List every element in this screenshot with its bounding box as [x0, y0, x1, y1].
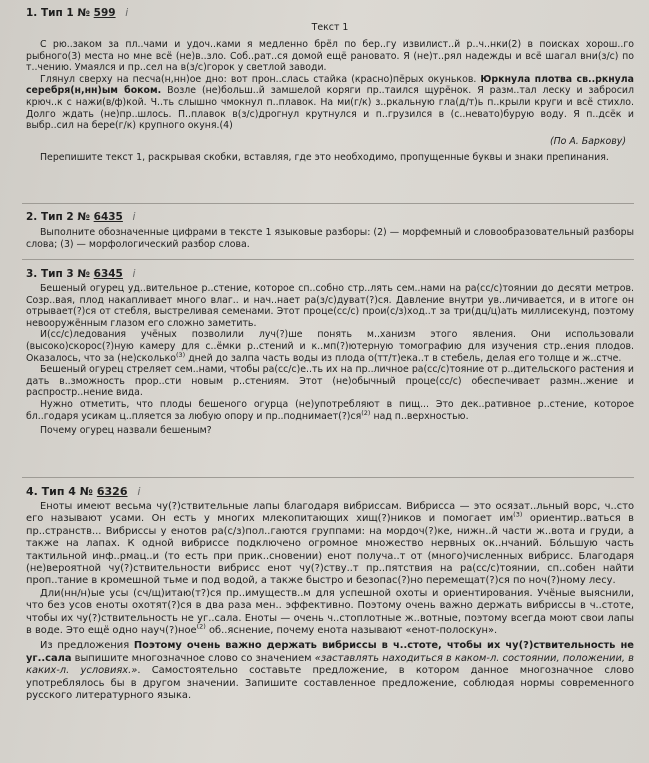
text-fragment: Еноты имеют весьма чу(?)ствительные лапы благодаря вибриссам. Вибрисса — это осязат..льный ворс, ч..сто его называют усами. Он есть у многих млекопитающих хищ(?)ников и помогает им: [26, 501, 634, 525]
task-number-label: 2. Тип 2 №: [26, 211, 90, 223]
text-fragment: Бешеный огурец уд..вительное р..стение, которое сп..собно стр..лять сем..нами на ра(сс/с)тоянии до десяти метров. Созр..вая, плод накапливает много влаг.. и нач..нает ра(з/с)дуват(?)ся. Давление внутри ув..личивается, и в итоге он отрывает(?)ся от стебля, выстреливая семенами. Этот проце(сс/с) прои(с/з)ход..т за три(дц/ц)ать миллисекунд, поэтому невооружённым глазом его сложно заметить.: [26, 283, 634, 329]
text-paragraph: [26, 74, 634, 132]
text-fragment: . Самостоятельно составьте предложение, в котором данное многозначное слово употреблялось бы в другом значении. Запишите составленное предложение, соблюдая нормы современного русского литературного языка.: [26, 665, 634, 702]
divider: [22, 477, 634, 478]
footnote-marker: (2): [196, 622, 206, 631]
text-fragment: над п..верхностью.: [370, 410, 469, 422]
text-paragraph: [26, 329, 634, 364]
text-paragraph: [26, 588, 634, 638]
task-id-link[interactable]: 6326: [96, 485, 128, 498]
text-paragraph: [26, 399, 634, 422]
text-fragment: об..яснение, почему енота называют «енот-полоскун».: [205, 625, 498, 637]
text-paragraph: [26, 501, 634, 588]
task-header: [26, 485, 634, 499]
task-id-link[interactable]: 6345: [93, 268, 123, 280]
task-1: [26, 6, 634, 163]
info-icon[interactable]: i: [132, 211, 136, 223]
text-paragraph: [26, 364, 634, 399]
task-text: [26, 39, 634, 132]
task-number-label: 4. Тип 4 №: [26, 485, 94, 498]
task-header: [26, 6, 634, 20]
divider: [22, 203, 634, 204]
info-icon[interactable]: i: [125, 7, 129, 19]
text-title: Текст 1: [311, 22, 349, 33]
task-number-label: 1. Тип 1 №: [26, 7, 90, 19]
footnote-marker: (2): [361, 408, 371, 417]
text-fragment: Нужно отметить, что плоды бешеного огурца (не)употребляют в пищ... Это дек..ративное р..стение, которое бл..годаря усикам ц..пляется за любую опору и пр..поднимает(?)ся: [26, 398, 634, 422]
info-icon[interactable]: i: [132, 268, 136, 280]
task-id-link[interactable]: 6435: [93, 211, 123, 223]
text-fragment: Бешеный огурец стреляет сем..нами, чтобы ра(сс/с)е..ть их на пр..личное ра(сс/с)тояние от р..дительского растения и дать в..зможность прор..сти новым р..стениям. Этот (не)обычный проце(сс/с) обеспечивает размн..жение и распростр..нение вида.: [26, 364, 634, 399]
task-header: [26, 267, 634, 281]
task-header: [26, 210, 634, 224]
text-fragment: Возле (не)больш..й замшелой коряги пр..таился щурёнок. Я разм..тал леску и забросил крюч..к с нажи(в/ф)кой. Ч..ть слышно чмокнул п..плавок. На ми(г/к) з..ркальную гла(д/т)ь п..крыли круги и всё стихло. Долго ждать (не)пр..шлось. П..плавок в(з/с)дрогнул крутнулся и п..грузился в (с..невато)бурую воду. Я п..дсёк и выбр..сил на бере(г/к) крупного окуня.(4): [26, 85, 634, 132]
task-question: [26, 640, 634, 702]
text-fragment: Из предложения: [40, 640, 134, 652]
task-text: [26, 283, 634, 422]
task-question: Почему огурец назвали бешеным?: [40, 425, 212, 437]
task-text: [26, 501, 634, 637]
divider: [22, 259, 634, 260]
text-fragment: С рю..заком за пл..чами и удоч..ками я медленно брёл по бер..гу извилист..й р..ч..нки(2) в поисках хорош..го рыбного(3) места но мне всё (не)в..зло. Соб..рат..ся домой ещё рановато. Я (не)т..рял надежды и всё шагал вни(з/с) по т..чению. Умаялся и пр..сел на в(з/с)горок у светлой заводи.: [26, 39, 634, 74]
task-question: Выполните обозначенные цифрами в тексте 1 языковые разборы: (2) — морфемный и словообразовательный разборы слова; (3) — морфологический разбор слова.: [26, 227, 634, 250]
text-paragraph: [26, 39, 634, 74]
italic-fragment: «заставлять находиться в каком-л. состоянии, положении, в каких-л. условиях.»: [26, 652, 635, 677]
text-fragment: дней до залпа часть воды из плода о(тт/т)ека..т в стебель, делая его толще и ж..стче.: [185, 352, 622, 364]
author-attribution: (По А. Баркову): [549, 135, 626, 147]
text-paragraph: [26, 283, 634, 329]
text-fragment: ориентир..ваться в пр..странств... Вибриссы у енотов ра(с/з)пол..гаются группами: на мордоч(?)ке, нижн..й части ж..вота и груди, а также на лапах. К одной вибриссе подключено огромное множество нервных ок..нчаний. Бо́льшую часть тактильной инф..рмац..и (то есть при прик..сновении) енот получа..т от (много)численных вибрисс. Благодаря (не)вероятной чу(?)ствительности вибрисс енот чу(?)ству..т пр..пятствия на ра(сс/с)тоянии, сп..собен найти проп..тание в кромешной тьме и под водой, а также быстро и безопас(?)но перемещат(?)ся по ноч(?)ному лесу.: [26, 513, 635, 587]
text-fragment: Глянул сверху на песча(н,нн)ое дно: вот прон..слась стайка (красно)пёрых окуньков.: [40, 73, 481, 85]
footnote-marker: (3): [176, 350, 186, 359]
info-icon[interactable]: i: [137, 485, 141, 498]
text-fragment: И(сс/с)ледования учёных позволили луч(?)ше понять м..ханизм этого явления. Они использовали (высоко)скорос(?)ную камеру для с..ёмки р..стений и к..мп(?)ютерную томографию для изучения стр..ения плодов. Оказалось, что за (не)сколько: [26, 329, 634, 364]
task-id-link[interactable]: 599: [93, 7, 116, 19]
task-4: [26, 485, 634, 703]
task-number-label: 3. Тип 3 №: [26, 268, 90, 280]
bold-fragment: Поэтому очень важно держать вибриссы в ч..стоте, чтобы их чу(?)ствительность не уг..сала: [26, 640, 634, 664]
bold-fragment: Юркнула плотва св..ркнула серебря(н,нн)ым боком.: [26, 73, 634, 97]
task-2: [26, 210, 634, 250]
text-fragment: Дли(нн/н)ые усы (сч/щ)итаю(т?)ся пр..имуществ..м для успешной охоты и ориентирования. Учёные выяснили, что без усов еноты охотят(?)ся в два раза мен.. эффективно. Поэтому очень важно держать вибриссы в ч..стоте, чтобы их чу(?)ствительность не уг..сала. Еноты — очень ч..стоплотные ж..вотные, поэтому всегда моют свои лапы в воде. Это ещё одно науч(?)ное: [26, 587, 634, 637]
footnote-marker: (3): [513, 511, 523, 520]
task-question: Перепишите текст 1, раскрывая скобки, вставляя, где это необходимо, пропущенные буквы и знаки препинания.: [40, 151, 609, 163]
text-fragment: выпишите многозначное слово со значением: [71, 652, 315, 664]
task-3: [26, 267, 634, 437]
